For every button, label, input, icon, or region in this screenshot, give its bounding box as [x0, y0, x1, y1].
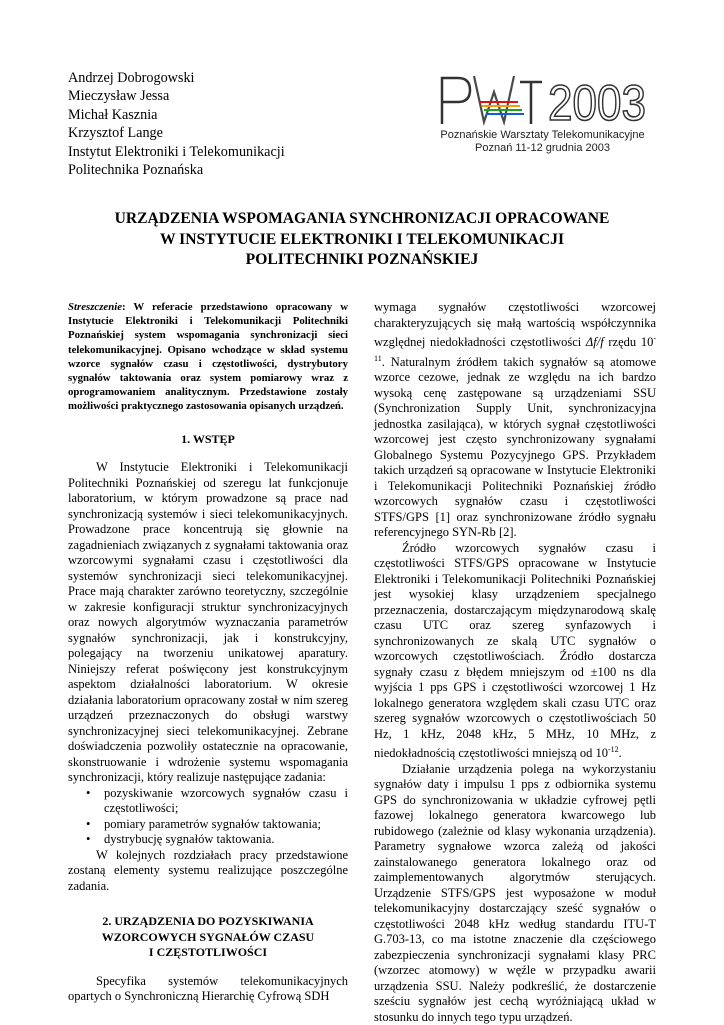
- symbol: Δf/f: [585, 335, 604, 350]
- title-line: POLITECHNIKI POZNAŃSKIEJ: [245, 251, 479, 268]
- logo-year: 2003: [548, 75, 646, 131]
- paragraph: W kolejnych rozdziałach pracy przedstawione zostaną elementy systemu realizujące poszczególne zadania.: [68, 847, 348, 893]
- section-heading: [68, 914, 348, 961]
- section-heading: 1. WSTĘP: [181, 431, 235, 446]
- author-name: Michał Kasznia: [68, 106, 158, 123]
- pwt-2003-logo-mark: [436, 62, 646, 132]
- paragraph: Działanie urządzenia polega na wykorzystaniu sygnałów daty i impulsu 1 pps z odbiornika systemu GPS do synchronizowania w układzie cyfrowej pętli fazowej lokalnego generatora kwarcowego lub rubidowego (zależnie od klasy wykonania urządzenia). Parametry sygnałowe wzorca zależą od jakości zainstalowanego generatora lokalnego oraz od zaimplementowanych algorytmów sterujących. Urządzenie STFS/GPS jest wyposażone w moduł telekomunikacyjny dostarczający sześć sygnałów o częstotliwości 2048 kHz według standardu ITU-T G.703-13, co ma istotne znaczenie dla częściowego zabezpieczenia synchronizacji sygnałami klasy PRC (wzorzec atomowy) w węźle w przypadku awarii urządzenia SSU. Należy podkreślić, że dostarczenie sześciu sygnałów jest cechą wyróżniającą układ w stosunku do innych tego typu urządzeń.: [374, 761, 656, 1024]
- title-line: URZĄDZENIA WSPOMAGANIA SYNCHRONIZACJI OPRACOWANE: [114, 210, 610, 227]
- title-line: W INSTYTUCIE ELEKTRONIKI I TELEKOMUNIKACJI: [159, 230, 565, 248]
- affiliation-university: Politechnika Poznańska: [68, 162, 204, 179]
- text-run: wymaga sygnałów częstotliwości wzorcowej charakteryzujących się małą wartością współczynnika względnej niedokładności częstotliwości: [374, 300, 656, 350]
- heading-line: 2. URZĄDZENIA DO POZYSKIWANIA: [102, 914, 314, 929]
- paper-title: [40, 209, 684, 271]
- text-run: . Naturalnym źródłem takich sygnałów są atomowe wzorce cezowe, jednak ze względu na ich bardzo wysoką cenę zastępowane są urządzeniami SSU (Synchronization Supply Unit, synchronizacyjna jednostka zasilająca), w których sygnał częstotliwości wzorcowej jest często synchronizowany sygnałami Globalnego Systemu Pozycyjnego GPS. Przykładem takich urządzeń są opracowane w Instytucie Elektroniki i Telekomunikacji Politechniki Poznańskiej źródło wzorcowych sygnałów czasu i częstotliwości STFS/GPS [1] oraz synchronizowane źródło sygnału referencyjnego SYN-Rb [2].: [374, 354, 656, 540]
- author-name: Mieczysław Jessa: [68, 88, 170, 105]
- right-column: [374, 300, 656, 1025]
- author-name: Andrzej Dobrogowski: [68, 70, 195, 86]
- paragraph: [374, 300, 656, 541]
- logo-caption-line1: Poznańskie Warsztaty Telekomunikacyjne: [440, 129, 645, 141]
- abstract-text: : W referacie przedstawiono opracowany w Instytucie Elektroniki i Telekomunikacji Politechniki Poznańskiej system wspomagania synchronizacji sieci telekomunikacyjnej. Opisano wchodzące w skład systemu wzorce sygnałów czasu i częstotliwości, dystrybutory sygnałów taktowania oraz system pomiarowy wraz z oprogramowaniem analitycznym. Przedstawione zostały możliwości praktycznego zastosowania opisanych urządzeń.: [68, 301, 348, 413]
- abstract: [68, 300, 348, 414]
- paragraph: W Instytucie Elektroniki i Telekomunikacji Politechniki Poznańskiej od szeregu lat funkcjonuje laboratorium, w którym prowadzone są prace nad synchronizacją systemów i sieci telekomunikacyjnych. Prowadzone prace koncentrują się głownie na zagadnieniach związanych z sygnałami taktowania oraz wzorcowymi sygnałami czasu i częstotliwości dla systemów synchronizacji sieci telekomunikacyjnej. Prace mają charakter zarówno teoretyczny, szczególnie w zakresie konfiguracji struktur synchronizacyjnych oraz nowych algorytmów wyznaczania parametrów sygnałów synchronizacji, jak i konstrukcyjny, polegający na tworzeniu unikatowej aparatury. Niniejszy referat poświęcony jest konstrukcyjnym aspektom działalności laboratorium. W okresie działania laboratorium opracowany został w nim szereg urządzeń przeznaczonych do obsługi warstwy synchronizacyjnej sieci telekomunikacyjnej. Zebrane doświadczenia pozwoliły ostatecznie na opracowanie, skonstruowanie i wdrożenie systemu wspomagania synchronizacji, który realizuje następujące zadania:: [68, 460, 348, 785]
- exponent: -11: [374, 334, 656, 363]
- conference-logo: [436, 62, 644, 162]
- author-name: Krzysztof Lange: [68, 125, 163, 142]
- task-list: [68, 786, 348, 848]
- text-run: Źródło wzorcowych sygnałów czasu i częstotliwości STFS/GPS opracowane w Instytucie Elektroniki i Telekomunikacji Politechniki Poznańskiej jest wysokiej klasy urządzeniem specjalnego przeznaczenia, dostarczającym międzynarodową skalę czasu UTC oraz szereg synfazowych i synchronizowanych ze skalą UTC sygnałów o wzorcowych częstotliwościach. Źródło dostarcza sygnały czasu z błędem mniejszym od ±100 ns dla wyjścia 1 pps GPS i częstotliwości wzorcowej 1 Hz lokalnego generatora względem skali czasu UTC oraz szereg sygnałów wzorcowych o częstotliwościach 50 Hz, 1 kHz, 2048 kHz, 5 MHz, 10 MHz, z niedokładnością częstotliwości mniejszą od 10: [374, 540, 656, 761]
- list-item: • dystrybucję sygnałów taktowania.: [104, 832, 348, 848]
- list-item: • pozyskiwanie wzorcowych sygnałów czasu i częstotliwości;: [104, 786, 348, 817]
- heading-line: WZORCOWYCH SYGNAŁÓW CZASU: [101, 929, 315, 944]
- exponent: -12: [607, 745, 619, 755]
- paragraph: Specyfika systemów telekomunikacyjnych opartych o Synchroniczną Hierarchię Cyfrową SDH: [68, 973, 348, 1004]
- text-run: .: [618, 746, 622, 761]
- affiliation-institute: Instytut Elektroniki i Telekomunikacji: [68, 143, 285, 160]
- list-item: • pomiary parametrów sygnałów taktowania;: [104, 817, 348, 833]
- heading-line: I CZĘSTOTLIWOŚCI: [148, 945, 268, 960]
- text-run: rzędu 10: [603, 335, 654, 350]
- author-block: [68, 69, 285, 179]
- left-column: [68, 300, 348, 1005]
- paragraph: [374, 541, 656, 762]
- logo-caption-line2: Poznań 11-12 grudnia 2003: [475, 142, 610, 154]
- abstract-label: Streszczenie: [68, 301, 122, 313]
